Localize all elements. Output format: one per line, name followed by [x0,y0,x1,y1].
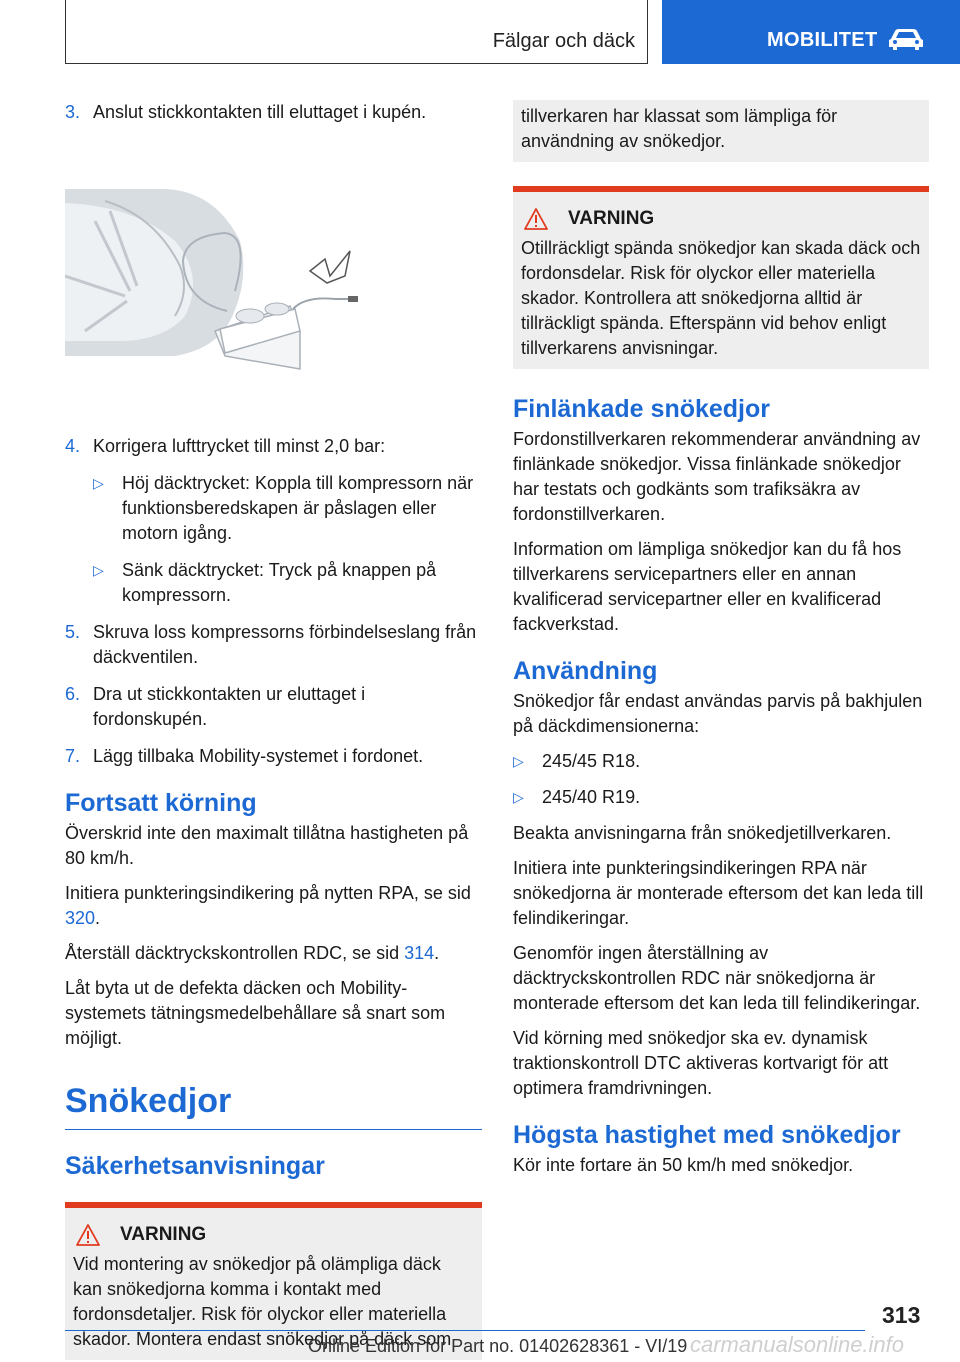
list-item [65,471,482,546]
paragraph: Fordonstillverkaren rekommenderar användning av finlänkade snökedjor. Vissa finlänkade snökedjor har testats och godkänts som trafiksäkra av fordonstillverkaren. [513,429,921,524]
triangle-bullet-icon: ▷ [93,562,104,578]
paragraph: Initiera inte punkteringsindikeringen RPA när snökedjorna är monterade eftersom det kan leda till felindikeringar. [513,858,924,928]
car-icon [887,27,925,51]
page-number: 313 [882,1302,921,1328]
warning-text: Vid montering av snökedjor på olämpliga däck kan snökedjorna komma i kontakt med fordonsdetaljer. Risk för olyckor eller materiella skador. Montera endast snökedjor på däck som [73,1254,452,1349]
paragraph: Vid körning med snökedjor ska ev. dynamisk traktionskontroll DTC aktiveras kortvarigt för att optimera framdrivningen. [513,1028,889,1098]
paragraph: Snökedjor får endast användas parvis på bakhjulen på däckdimensionerna: [513,691,923,736]
triangle-bullet-icon: ▷ [513,753,524,769]
triangle-bullet-icon: ▷ [93,475,104,491]
footer-divider [65,1330,865,1331]
step-text: Dra ut stickkontakten ur eluttaget i fordonskupén. [93,684,366,729]
section-heading-hogsta: Högsta hastighet med snökedjor [513,1121,901,1149]
step-text: Korrigera lufttrycket till minst 2,0 bar: [93,436,386,456]
warning-text: tillverkaren har klassat som lämpliga för användning av snökedjor. [521,106,838,151]
paragraph: Överskrid inte den maximalt tillåtna hastigheten på 80 km/h. [65,823,469,868]
list-item [65,558,482,608]
step-number: 4. [65,436,81,456]
list-item [513,749,929,774]
section-heading-fortsatt: Fortsatt körning [65,789,257,817]
warning-triangle-icon [76,1224,100,1246]
step-number: 7. [65,746,81,766]
header-title: Fälgar och däck [492,30,635,52]
step-number: 3. [65,102,81,122]
step-text: Anslut stickkontakten till eluttaget i kupén. [93,102,427,122]
paragraph: Låt byta ut de defekta däcken och Mobility-systemets tätningsmedelbehållare så snart som möjligt. [65,978,446,1048]
warning-title: VARNING [521,208,921,230]
section-heading-sakerhet: Säkerhetsanvisningar [65,1152,325,1180]
step-6 [65,682,482,732]
paragraph: Kör inte fortare än 50 km/h med snökedjor. [513,1155,854,1175]
paragraph: Genomför ingen återställning av däcktryckskontrollen RDC när snökedjorna är monterade eftersom det kan leda till felindikeringar. [513,943,921,1013]
list-item-text: 245/45 R18. [542,751,641,771]
paragraph: Återställ däcktryckskontrollen RDC, se sid 314. [65,943,440,963]
paragraph: Beakta anvisningarna från snökedjetillverkaren. [513,823,892,843]
warning-title: VARNING [73,1224,474,1246]
step-4 [65,434,482,459]
section-heading-anvandning: Användning [513,657,658,685]
paragraph: Initiera punkteringsindikering på nytten RPA, se sid 320. [65,883,471,928]
footer-edition: Online Edition for Part no. 01402628361 - VI/19 [308,1336,688,1356]
warning-continuation [513,100,929,162]
watermark: carmanualsonline.info [690,1332,905,1357]
compressor-illustration [65,181,482,381]
chapter-heading-snokedjor: Snökedjor [65,1079,482,1130]
warning-triangle-icon [524,208,548,230]
header-section: MOBILITET [767,29,878,51]
left-column [65,100,482,1360]
section-heading-finlankade: Finlänkade snökedjor [513,395,771,423]
paragraph: Information om lämpliga snökedjor kan du få hos tillverkarens servicepartners eller en annan kvalificerad servicepartner eller en kvalificerad fackverkstad. [513,539,902,634]
page-link-320[interactable]: 320 [65,908,96,928]
step-number: 6. [65,684,81,704]
right-column [513,100,929,1188]
warning-box [513,186,929,369]
step-text: Skruva loss kompressorns förbindelseslang från däckventilen. [93,622,477,667]
step-text: Lägg tillbaka Mobility-systemet i fordonet. [93,746,424,766]
header-title-box [65,0,648,64]
header-section-box [662,0,960,64]
list-item [513,785,929,810]
page-link-314[interactable]: 314 [404,943,435,963]
list-item-text: Sänk däcktrycket: Tryck på knappen på kompressorn. [122,560,437,605]
step-7 [65,744,482,769]
list-item-text: 245/40 R19. [542,787,641,807]
step-number: 5. [65,622,81,642]
warning-text: Otillräckligt spända snökedjor kan skada däck och fordonsdelar. Risk för olyckor eller materiella skador. Kontrollera att snökedjorna alltid är tillräckligt spända. Efterspänn vid behov enligt tillverkarens anvisningar. [521,238,921,358]
step-3 [65,100,482,125]
triangle-bullet-icon: ▷ [513,789,524,805]
step-5 [65,620,482,670]
list-item-text: Höj däcktrycket: Koppla till kompressorn när funktionsberedskapen är påslagen eller motorn igång. [122,473,474,543]
